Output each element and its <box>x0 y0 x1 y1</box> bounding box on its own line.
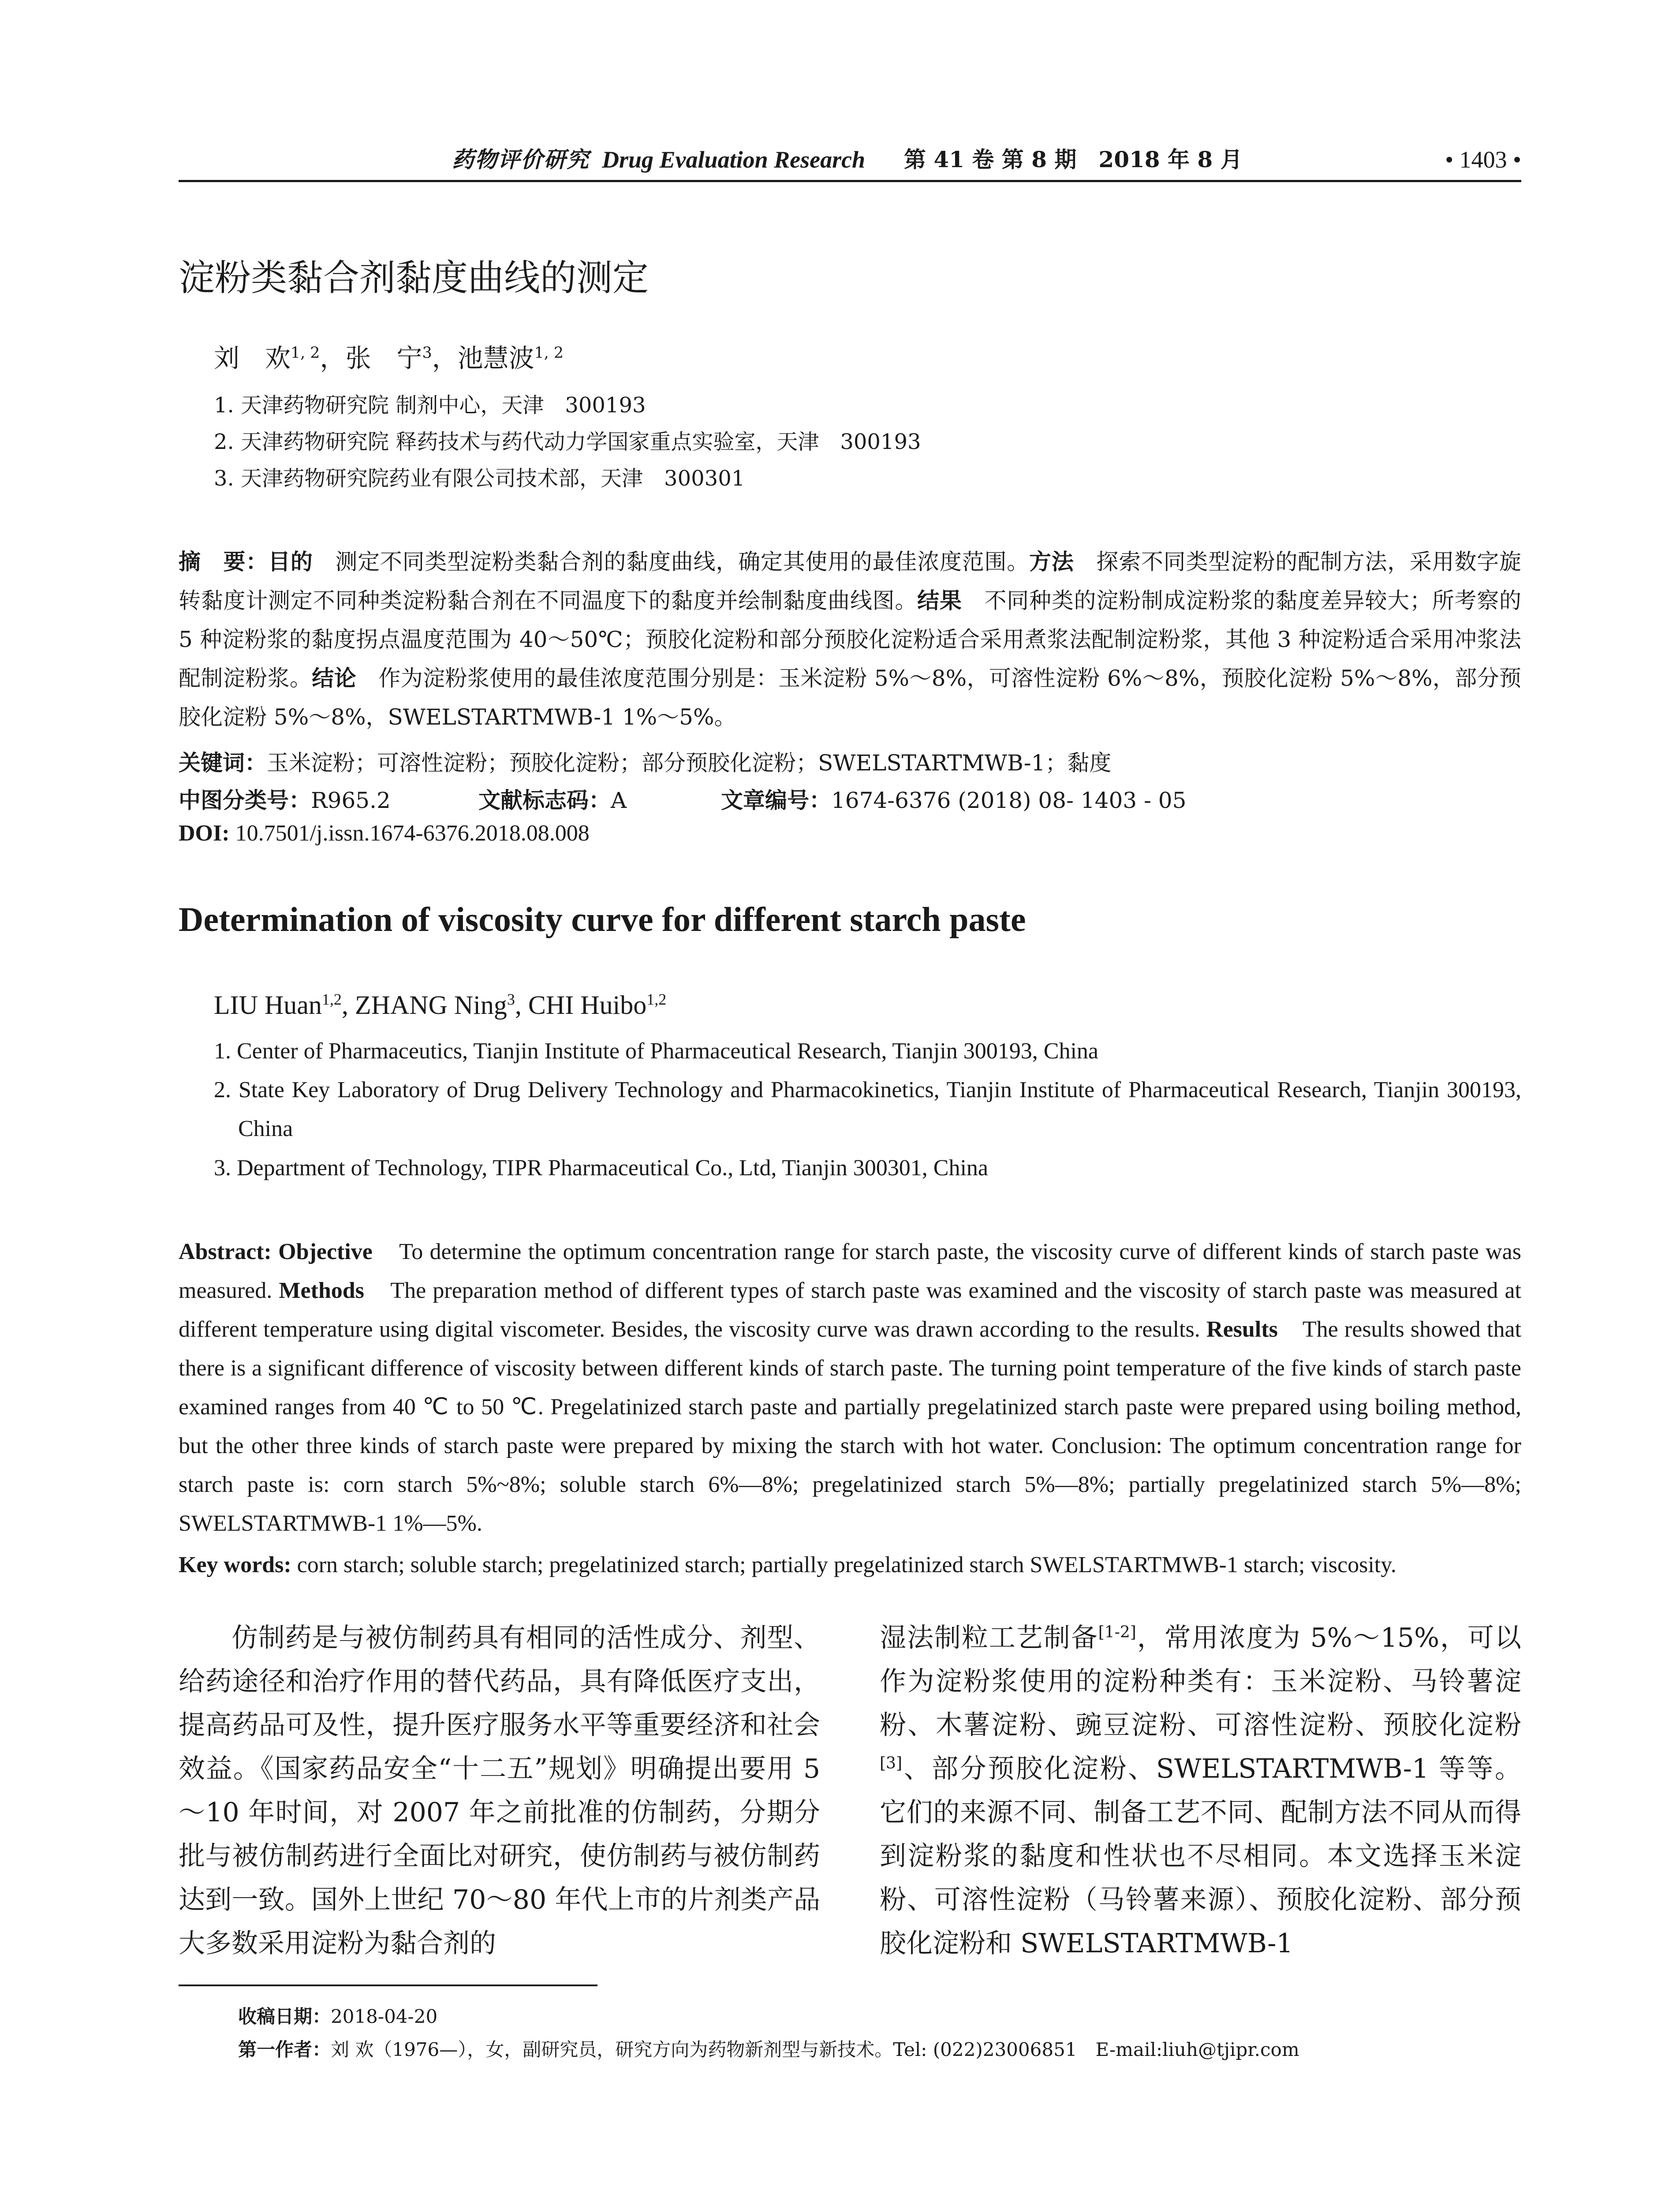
document-code <box>478 783 627 815</box>
affiliation-en-2 <box>214 1071 1521 1148</box>
received-date: 2018-04-20 <box>331 2006 438 2027</box>
journal-name: Drug Evaluation Research <box>602 146 866 173</box>
body-column-left <box>179 1616 820 1966</box>
body-paragraph-left: 仿制药是与被仿制药具有相同的活性成分、剂型、给药途径和治疗作用的替代药品，具有降低医疗支出，提高药品可及性，提升医疗服务水平等重要经济和社会效益。《国家药品安全“十二五”规划》明确提出要用 5～10 年时间，对 2007 年之前批准的仿制药，分期分批与被仿制药进行全面比对研究，使仿制药与被仿制药达到一致。国外上世纪 70～80 年代上市的片剂类产品大多数采用淀粉为黏合剂的 <box>179 1622 820 1959</box>
author-affil-sup: 1,2 <box>321 990 342 1008</box>
author-affil-sup: 1, 2 <box>291 344 320 362</box>
page-number: • 1403 • <box>1445 146 1521 173</box>
classification-line <box>179 783 1521 814</box>
received-label: 收稿日期： <box>238 2006 331 2027</box>
author-affil-sup: 3 <box>507 990 515 1008</box>
author-affil-sup: 1,2 <box>646 990 667 1008</box>
abstract-en <box>179 1233 1521 1543</box>
methods-text: 探索不同类型淀粉的配制方法，采用数字旋转黏度计测定不同种类淀粉黏合剂在不同温度下的黏度并绘制黏度曲线图。 <box>179 549 1522 613</box>
keywords-cn <box>179 745 1111 777</box>
author-name: CHI Huibo <box>528 990 647 1020</box>
methods-en-text: The preparation method of different types of starch paste was examined and the viscosity of starch paste was measured at different temperature using digital viscometer. Besides, the viscosity curve was drawn according to the results. <box>179 1278 1522 1342</box>
article-label: 文章编号： <box>721 788 831 813</box>
results-en-label: Results <box>1206 1317 1278 1342</box>
article-value: 1674-6376 (2018) 08- 1403 - 05 <box>831 788 1187 813</box>
affiliation-en-3: 3. Department of Technology, TIPR Pharmaceutical Co., Ltd, Tianjin 300301, China <box>214 1155 988 1181</box>
journal-logo: 药物评价研究 <box>452 146 590 172</box>
header-divider <box>179 180 1521 182</box>
footnote-first-author <box>238 2035 1299 2062</box>
author-separator: ， <box>432 343 458 373</box>
keywords-label: 关键词： <box>179 750 267 776</box>
doi-line <box>179 820 590 846</box>
body-text-part: 、部分预胶化淀粉、SWELSTARTMWB-1 等等。它们的来源不同、制备工艺不同、配制方法不同从而得到淀粉浆的黏度和性状也不尽相同。本文选择玉米淀粉、可溶性淀粉（马铃薯来源）、预胶化淀粉、部分预胶化淀粉和 SWELSTARTMWB-1 <box>880 1753 1521 1959</box>
results-en-text: The results showed that there is a significant difference of viscosity between different kinds of starch paste. The turning point temperature of the five kinds of starch paste examined ranges from 40 ℃ to 50 ℃. Pregelatinized starch paste and partially pregelatinized starch paste were prepared using boiling method, but the other three kinds of starch paste were prepared by mixing the starch with hot water. Conclusion: The optimum concentration range for starch paste is: corn starch 5%~8%; soluble starch 6%—8%; pregelatinized starch 5%—8%; partially pregelatinized starch 5%—8%; SWELSTARTMWB-1 1%—5%. <box>179 1317 1522 1536</box>
doc-value: A <box>611 788 627 813</box>
keywords-en-text: corn starch; soluble starch; pregelatinized starch; partially pregelatinized starch SWELSTARTMWB-1 starch; viscosity. <box>297 1552 1396 1577</box>
methods-en-label: Methods <box>279 1278 364 1303</box>
affiliation-cn-3: 3. 天津药物研究院药业有限公司技术部，天津 300301 <box>214 466 745 491</box>
doc-label: 文献标志码： <box>478 788 611 813</box>
running-header <box>179 142 1521 177</box>
conclusion-label: 结论 <box>312 665 356 691</box>
affiliation-en-2-text: 2. State Key Laboratory of Drug Delivery Technology and Pharmacokinetics, Tianjin Institute of Pharmaceutical Research, Tianjin 300193, China <box>214 1077 1521 1141</box>
author-name: 池慧波 <box>457 343 534 373</box>
authors-en <box>214 990 666 1020</box>
results-text: 不同种类的淀粉制成淀粉浆的黏度差异较大；所考察的 5 种淀粉浆的黏度拐点温度范围为 40～50℃；预胶化淀粉和部分预胶化淀粉适合采用煮浆法配制淀粉浆，其他 3 种淀粉适合采用冲浆法配制淀粉浆。 <box>179 588 1522 691</box>
title-en: Determination of viscosity curve for different starch paste <box>179 900 1026 938</box>
keywords-en-label: Key words: <box>179 1552 291 1577</box>
abstract-label: 摘 要： <box>179 549 269 575</box>
doi-value: 10.7501/j.issn.1674-6376.2018.08.008 <box>235 821 590 846</box>
body-text-part: ，常用浓度为 5%～15%，可以作为淀粉浆使用的淀粉种类有：玉米淀粉、马铃薯淀粉、木薯淀粉、豌豆淀粉、可溶性淀粉、预胶化淀粉 <box>880 1622 1522 1741</box>
citation-sup: [3] <box>880 1754 902 1772</box>
journal-issue: 第 41 卷 第 8 期 2018 年 8 月 <box>904 146 1243 172</box>
keywords-en <box>179 1546 1521 1585</box>
conclusion-text: 作为淀粉浆使用的最佳浓度范围分别是：玉米淀粉 5%～8%，可溶性淀粉 6%～8%，预胶化淀粉 5%～8%，部分预胶化淀粉 5%～8%，SWELSTARTMWB-1 1%～5%。 <box>179 665 1522 730</box>
affiliation-en-1: 1. Center of Pharmaceutics, Tianjin Institute of Pharmaceutical Research, Tianjin 300193, China <box>214 1039 1098 1064</box>
body-paragraph-right <box>880 1616 1521 1966</box>
authors-cn <box>214 337 564 374</box>
first-author-label: 第一作者： <box>238 2039 331 2060</box>
author-separator: , <box>515 990 528 1020</box>
objective-label: 目的 <box>268 549 313 575</box>
methods-label: 方法 <box>1029 549 1074 575</box>
keywords-text: 玉米淀粉；可溶性淀粉；预胶化淀粉；部分预胶化淀粉；SWELSTARTMWB-1；黏度 <box>267 750 1112 776</box>
title-cn: 淀粉类黏合剂黏度曲线的测定 <box>179 257 649 299</box>
author-separator: ， <box>320 343 346 373</box>
footnote-received <box>238 2002 437 2029</box>
body-column-right <box>880 1616 1521 1966</box>
clc-value: R965.2 <box>311 788 391 813</box>
citation-sup: [1-2] <box>1098 1623 1136 1641</box>
author-separator: , <box>341 990 355 1020</box>
author-name: 张 宁 <box>345 343 422 373</box>
footnote-divider <box>179 1984 597 1986</box>
abstract-cn <box>179 542 1521 736</box>
article-number <box>721 783 1186 815</box>
author-affil-sup: 1, 2 <box>534 344 564 362</box>
results-label: 结果 <box>917 588 962 613</box>
affiliation-cn-1: 1. 天津药物研究院 制剂中心，天津 300193 <box>214 393 646 418</box>
body-text-part: 湿法制粒工艺制备 <box>880 1622 1098 1653</box>
clc-code <box>179 783 391 815</box>
author-name: LIU Huan <box>214 990 322 1020</box>
doi-label: DOI: <box>179 821 230 846</box>
author-name: 刘 欢 <box>214 343 291 373</box>
clc-label: 中图分类号： <box>179 788 311 813</box>
first-author-text: 刘 欢（1976—），女，副研究员，研究方向为药物新剂型与新技术。Tel: (022)23006851 E-mail:liuh@tjipr.com <box>331 2039 1299 2060</box>
objective-en-text: To determine the optimum concentration range for starch paste, the viscosity curve of different kinds of starch paste was measured. <box>179 1239 1521 1303</box>
author-name: ZHANG Ning <box>355 990 507 1020</box>
author-affil-sup: 3 <box>422 344 432 362</box>
affiliation-cn-2: 2. 天津药物研究院 释药技术与药代动力学国家重点实验室，天津 300193 <box>214 430 921 454</box>
objective-text: 测定不同类型淀粉类黏合剂的黏度曲线，确定其使用的最佳浓度范围。 <box>335 549 1030 575</box>
abstract-en-label: Abstract: Objective <box>179 1239 373 1264</box>
